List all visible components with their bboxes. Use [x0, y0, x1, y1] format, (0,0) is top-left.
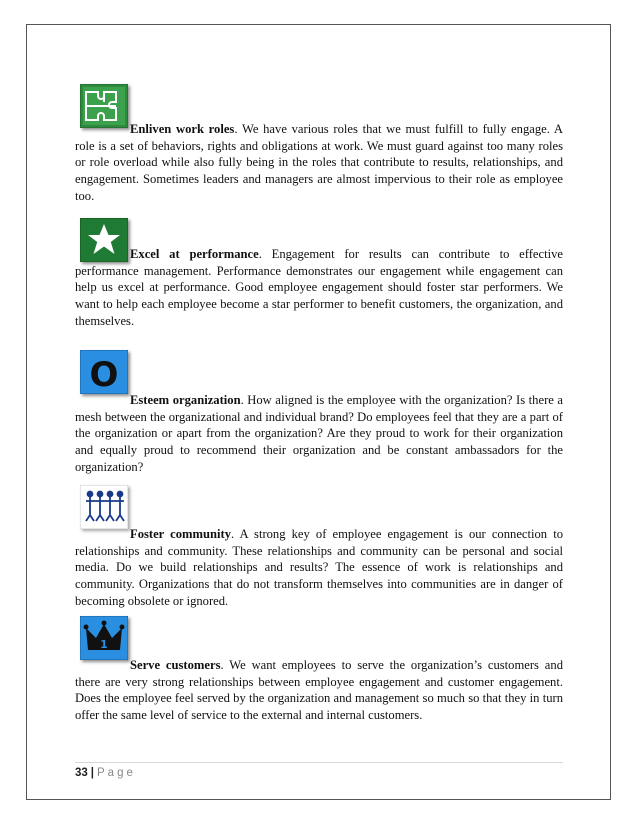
page-number: 33 — [75, 767, 88, 779]
page-label: Page — [97, 767, 136, 779]
section-paragraph — [75, 526, 563, 610]
section-body: . We have various roles that we must fulfill to fully engage. A role is a set of behaviors, rights and obligations at work. We must guard against too many roles or role overload while also fully being in the roles that contribute to results, relationships, and engagement. Sometimes leaders and managers are almost impervious to their role as employee too. — [75, 122, 564, 203]
svg-text:1: 1 — [100, 638, 108, 651]
section-paragraph — [75, 121, 563, 205]
crown-icon — [80, 616, 128, 660]
section-body: . A strong key of employee engagement is our connection to relationships and community. These relationships and community can be personal and social media. Do we build relationships and results? The essence of work is relationships and community. Organizations that do not transform themselves into communities are in danger of becoming obsolete or ignored. — [75, 527, 563, 608]
section-title: Excel at performance — [130, 247, 259, 261]
community-icon — [80, 485, 128, 529]
section-title: Serve customers — [130, 658, 221, 672]
section-body: . Engagement for results can contribute to effective performance management. Performance demonstrates our engagement while engagement can help us excel at performance. Good employee engagement should foster star performers. We want to help each employee become a star performer to benefit customers, the organization, and themselves. — [75, 247, 563, 328]
section-title: Esteem organization — [130, 393, 241, 407]
footer-separator: | — [90, 767, 95, 779]
page-footer — [75, 762, 563, 779]
section-paragraph — [75, 246, 563, 330]
section-body: . How aligned is the employee with the organization? Is there a mesh between the organizational and individual brand? Do employees feel that they are a part of the organization or apart from the organization? Are they proud to work for their organization and equally proud to recommend their organization and be constant ambassadors for the organization? — [75, 393, 563, 474]
section-paragraph — [75, 657, 563, 724]
letter-o-icon — [80, 350, 128, 394]
section-paragraph — [75, 392, 563, 476]
svg-text:O: O — [89, 355, 119, 394]
section-body: . We want employees to serve the organization’s customers and there are very strong relationships between employee engagement and customer engagement. Does the employee feel served by the organization and management so much so that they in turn offer the same level of service to the external and internal customers. — [75, 658, 563, 723]
section-title: Enliven work roles — [130, 122, 235, 136]
section-title: Foster community — [130, 527, 231, 541]
